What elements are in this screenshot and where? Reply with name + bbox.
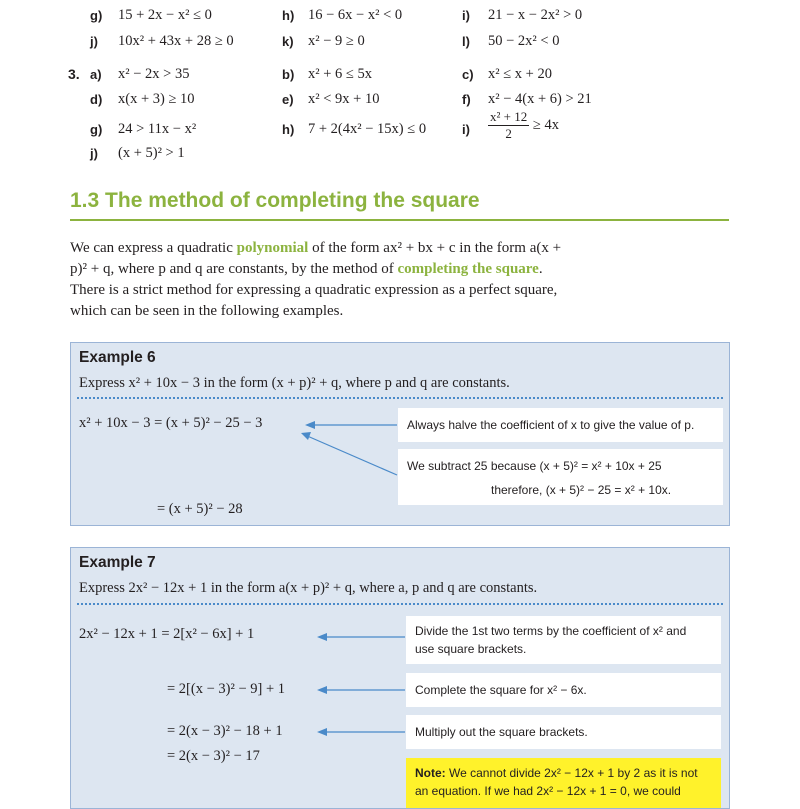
fraction-numerator: x² + 12 [488, 110, 529, 126]
exercise-label: g) [90, 8, 103, 23]
exercise-label: h) [282, 122, 295, 137]
example-7-box [70, 547, 730, 809]
exercise-label: i) [462, 8, 470, 23]
exercise-label: f) [462, 92, 471, 107]
callout-complete-square: Complete the square for x² − 6x. [406, 673, 721, 707]
exercise-expression: x² ≤ x + 20 [488, 66, 552, 82]
exercise-label: c) [462, 67, 474, 82]
note-text: We cannot divide 2x² − 12x + 1 by 2 as it is not [445, 766, 698, 780]
fraction [488, 110, 529, 142]
example-7-arrows [71, 548, 729, 808]
intro-text: We can express a quadratic [70, 240, 237, 256]
note-text: an equation. If we had 2x² − 12x + 1 = 0, we could [415, 784, 681, 798]
exercise-label: b) [282, 67, 295, 82]
callout-line: use square brackets. [415, 642, 527, 656]
exercise-label: a) [90, 67, 102, 82]
working-step: = 2(x − 3)² − 18 + 1 [167, 723, 283, 739]
fraction-rest: ≥ 4x [532, 117, 559, 134]
exercise-expression: x² − 2x > 35 [118, 66, 190, 82]
working-step: = 2(x − 3)² − 17 [167, 748, 260, 764]
example-6-box [70, 342, 730, 526]
keyword-completing-the-square[interactable]: completing the square [397, 261, 539, 277]
example-6-arrows [71, 343, 729, 525]
callout-multiply-out: Multiply out the square brackets. [406, 715, 721, 749]
question-number: 3. [68, 66, 80, 82]
exercise-expression: 7 + 2(4x² − 15x) ≤ 0 [308, 121, 427, 137]
exercise-expression: x² + 6 ≤ 5x [308, 66, 372, 82]
section-divider [70, 219, 729, 221]
working-step: 2x² − 12x + 1 = 2[x² − 6x] + 1 [79, 626, 255, 642]
exercise-expression: x² − 4(x + 6) > 21 [488, 91, 592, 107]
section-heading [70, 189, 480, 213]
exercise-fraction-expression [488, 110, 559, 142]
exercise-expression: 50 − 2x² < 0 [488, 33, 560, 49]
exercise-expression: x² < 9x + 10 [308, 91, 380, 107]
exercise-label: i) [462, 122, 470, 137]
example-prompt: Express x² + 10x − 3 in the form (x + p)² + q, where p and q are constants. [79, 375, 510, 391]
fraction-denominator: 2 [505, 126, 512, 142]
working-step: = 2[(x − 3)² − 9] + 1 [167, 681, 285, 697]
exercise-expression: 24 > 11x − x² [118, 121, 197, 137]
intro-paragraph [70, 238, 570, 322]
intro-text: . There is a strict method for expressing a quadratic expression as a perfect square, which can be seen in the following examples. [70, 261, 558, 319]
working-step: = (x + 5)² − 28 [157, 501, 243, 517]
exercise-label: l) [462, 34, 470, 49]
example-title: Example 7 [79, 554, 156, 571]
keyword-polynomial[interactable]: polynomial [236, 240, 309, 256]
callout-line: We subtract 25 because (x + 5)² = x² + 10x + 25 [407, 459, 662, 473]
exercise-expression: x² − 9 ≥ 0 [308, 33, 365, 49]
exercise-label: k) [282, 34, 294, 49]
exercise-label: j) [90, 146, 98, 161]
exercise-expression: 10x² + 43x + 28 ≥ 0 [118, 33, 234, 49]
example-title: Example 6 [79, 349, 156, 366]
working-step: x² + 10x − 3 = (x + 5)² − 25 − 3 [79, 415, 263, 431]
exercise-label: g) [90, 122, 103, 137]
callout-line: therefore, (x + 5)² − 25 = x² + 10x. [491, 483, 672, 497]
exercise-label: e) [282, 92, 294, 107]
exercise-expression: x(x + 3) ≥ 10 [118, 91, 195, 107]
section-title: The method of completing the square [105, 189, 480, 212]
exercise-expression: 21 − x − 2x² > 0 [488, 7, 583, 23]
exercise-expression: (x + 5)² > 1 [118, 145, 185, 161]
exercise-label: d) [90, 92, 103, 107]
intro-text: of the form ax² + bx + c in the form a(x + p)² + q, where p and q are constants, by the method of [70, 240, 562, 277]
exercise-label: h) [282, 8, 295, 23]
exercise-expression: 15 + 2x − x² ≤ 0 [118, 7, 212, 23]
example-prompt: Express 2x² − 12x + 1 in the form a(x + p)² + q, where a, p and q are constants. [79, 580, 538, 596]
callout-line: Divide the 1st two terms by the coefficient of x² and [415, 624, 687, 638]
exercise-label: j) [90, 34, 98, 49]
exercise-expression: 16 − 6x − x² < 0 [308, 7, 403, 23]
callout-halve-coefficient: Always halve the coefficient of x to give the value of p. [398, 408, 723, 442]
section-number: 1.3 [70, 189, 100, 212]
note-label: Note: [415, 766, 446, 780]
